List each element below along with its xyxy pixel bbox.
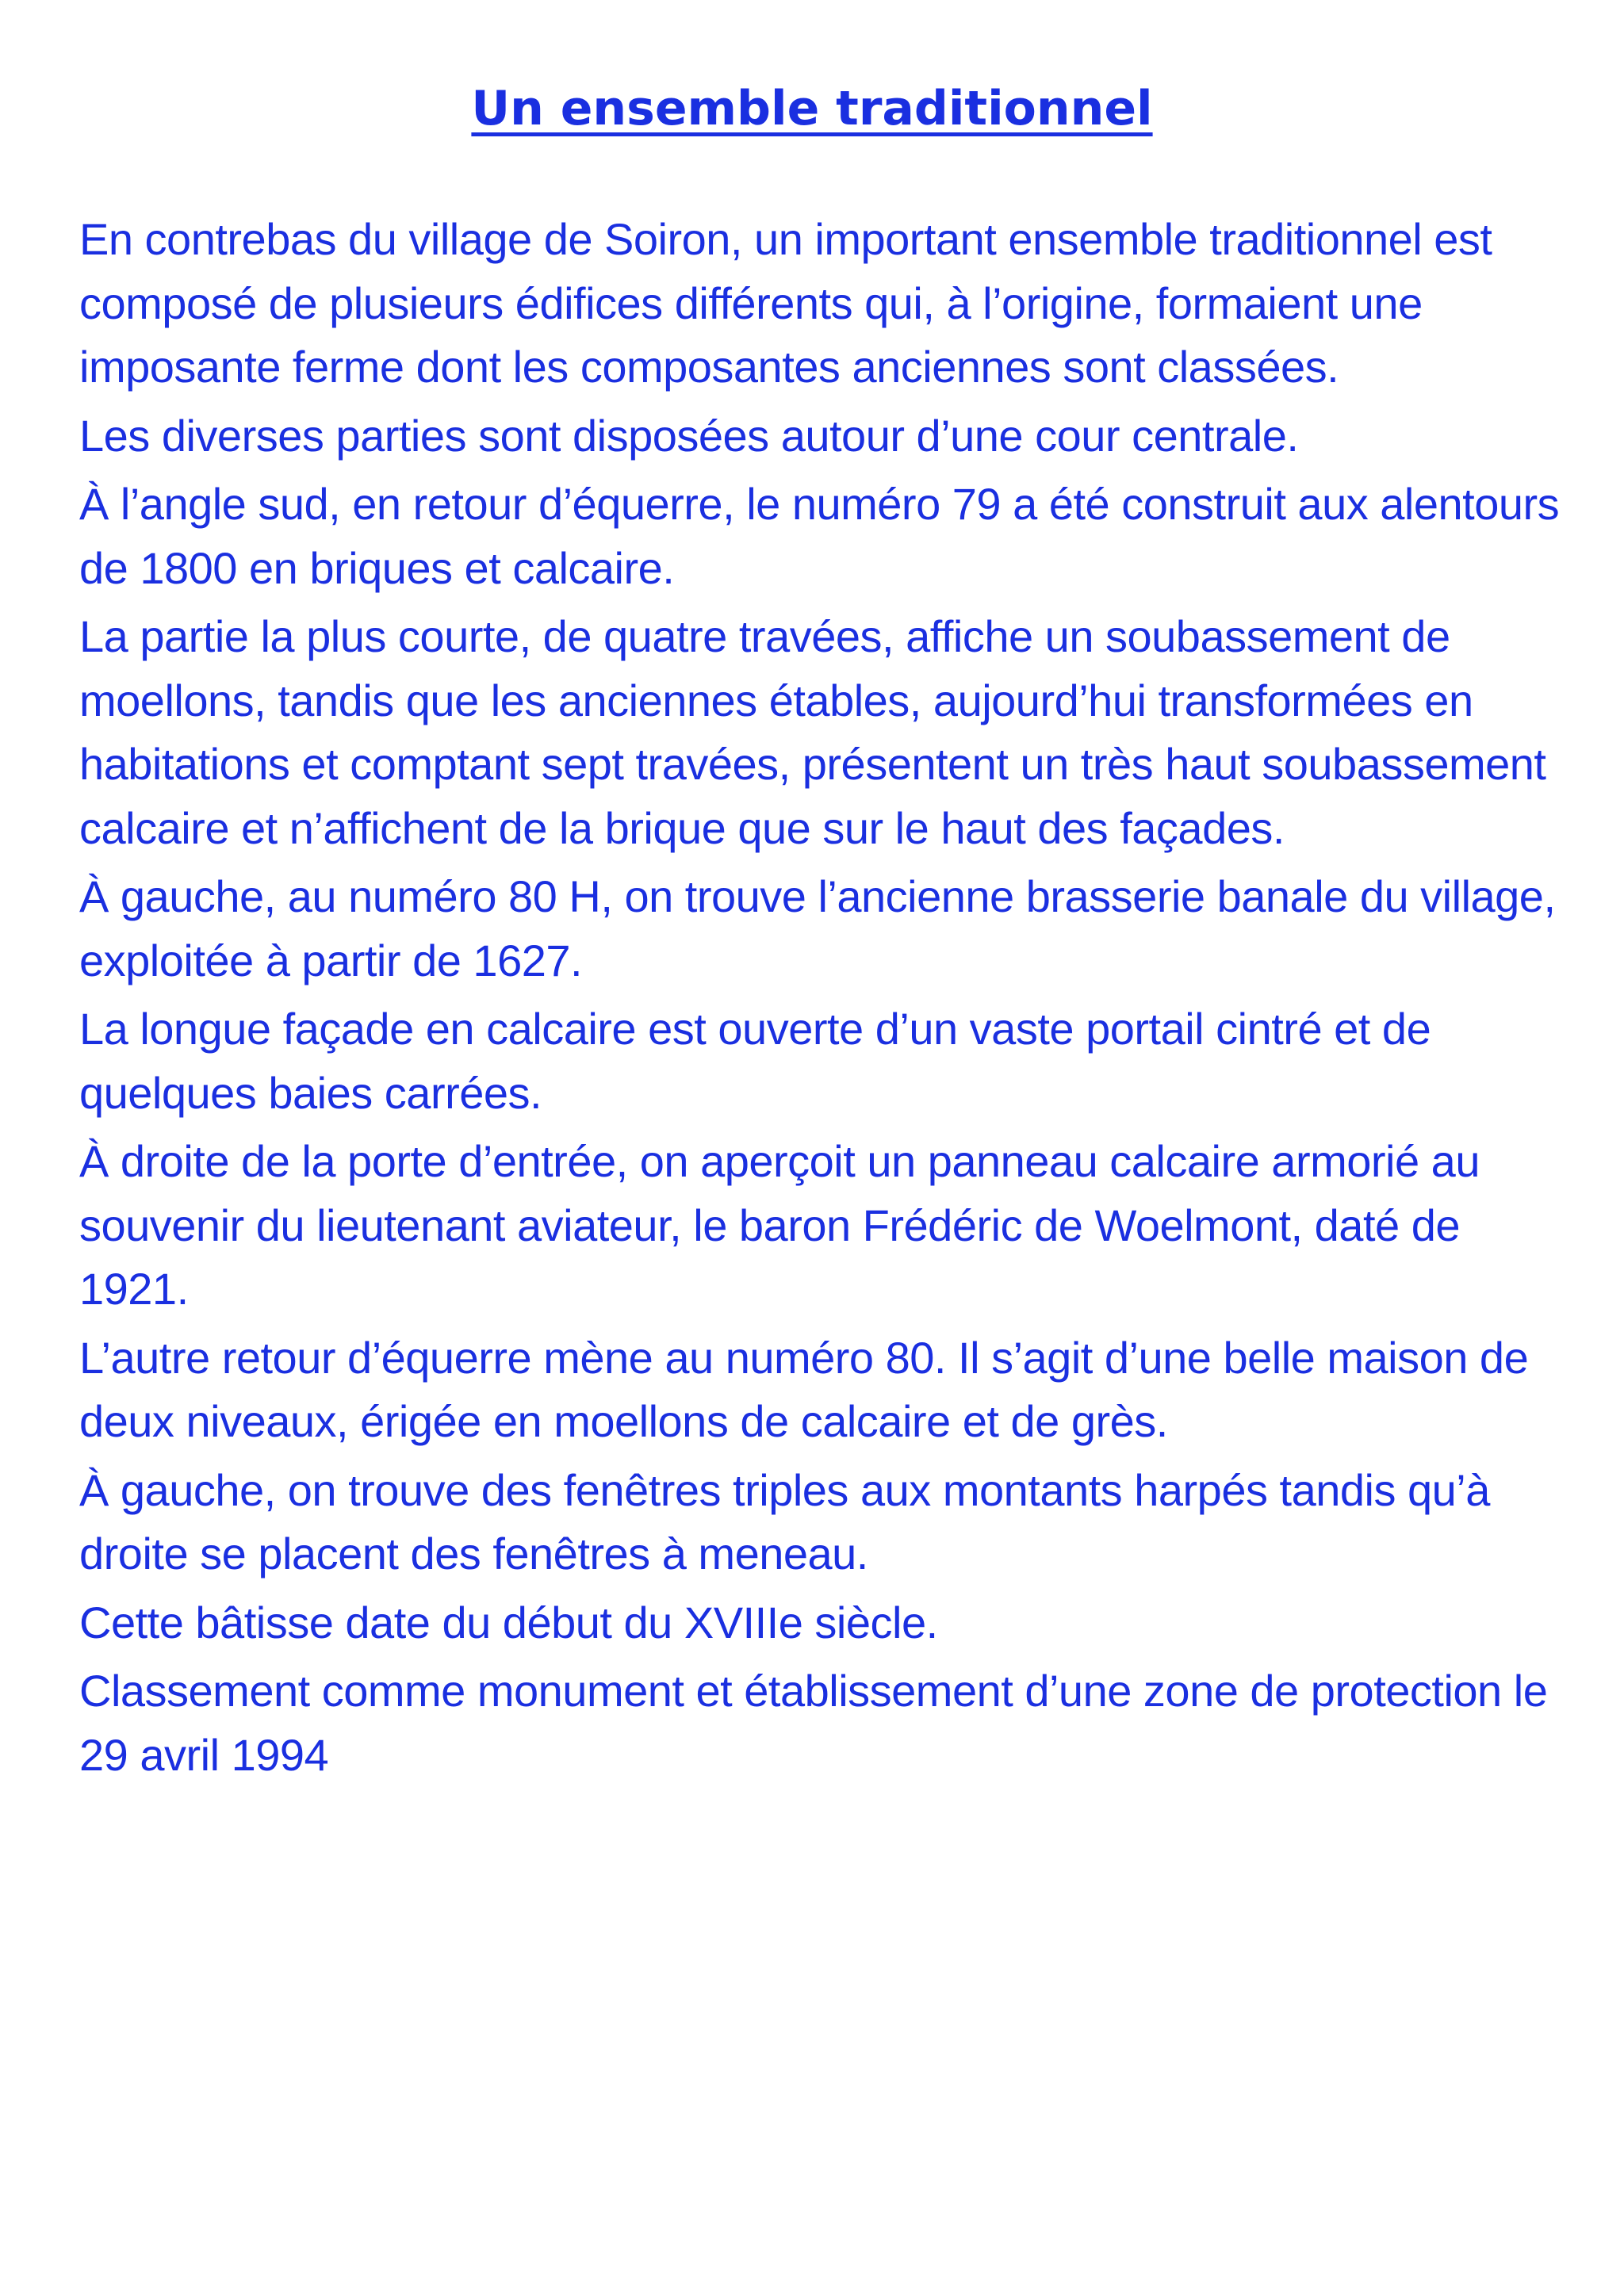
page-title	[0, 73, 1624, 144]
document-body	[79, 208, 1570, 1792]
paragraph-number-79: À l’angle sud, en retour d’équerre, le numéro 79 a été construit aux alentours de 1800 en briques et calcaire.	[79, 479, 1560, 593]
paragraph-windows: À gauche, on trouve des fenêtres triples aux montants harpés tandis qu’à droite se placent des fenêtres à meneau.	[79, 1464, 1490, 1578]
paragraph-date: Cette bâtisse date du début du XVIIIe siècle.	[79, 1597, 938, 1647]
paragraph-intro: En contrebas du village de Soiron, un important ensemble traditionnel est composé de plusieurs édifices différents qui, à l’origine, formaient une imposante ferme dont les composantes anciennes sont classées.	[79, 214, 1492, 392]
page-title-text: Un ensemble traditionnel	[471, 81, 1153, 136]
paragraph-layout: Les diverses parties sont disposées autour d’une cour centrale.	[79, 410, 1299, 461]
paragraph-number-80h: À gauche, au numéro 80 H, on trouve l’ancienne brasserie banale du village, exploitée à partir de 1627.	[79, 871, 1556, 985]
paragraph-number-80: L’autre retour d’équerre mène au numéro 80. Il s’agit d’une belle maison de deux niveaux, érigée en moellons de calcaire et de grès.	[79, 1332, 1529, 1446]
paragraph-short-part: La partie la plus courte, de quatre travées, affiche un soubassement de moellons, tandis que les anciennes étables, aujourd’hui transformées en habitations et comptant sept travées, présentent un très haut soubassement calcaire et n’affichent de la brique que sur le haut des façades.	[79, 611, 1546, 853]
paragraph-armorial-panel: À droite de la porte d’entrée, on aperçoit un panneau calcaire armorié au souvenir du lieutenant aviateur, le baron Frédéric de Woelmont, daté de 1921.	[79, 1136, 1480, 1314]
paragraph-classification: Classement comme monument et établissement d’une zone de protection le 29 avril 1994	[79, 1666, 1548, 1780]
paragraph-long-facade: La longue façade en calcaire est ouverte d’un vaste portail cintré et de quelques baies carrées.	[79, 1004, 1431, 1118]
